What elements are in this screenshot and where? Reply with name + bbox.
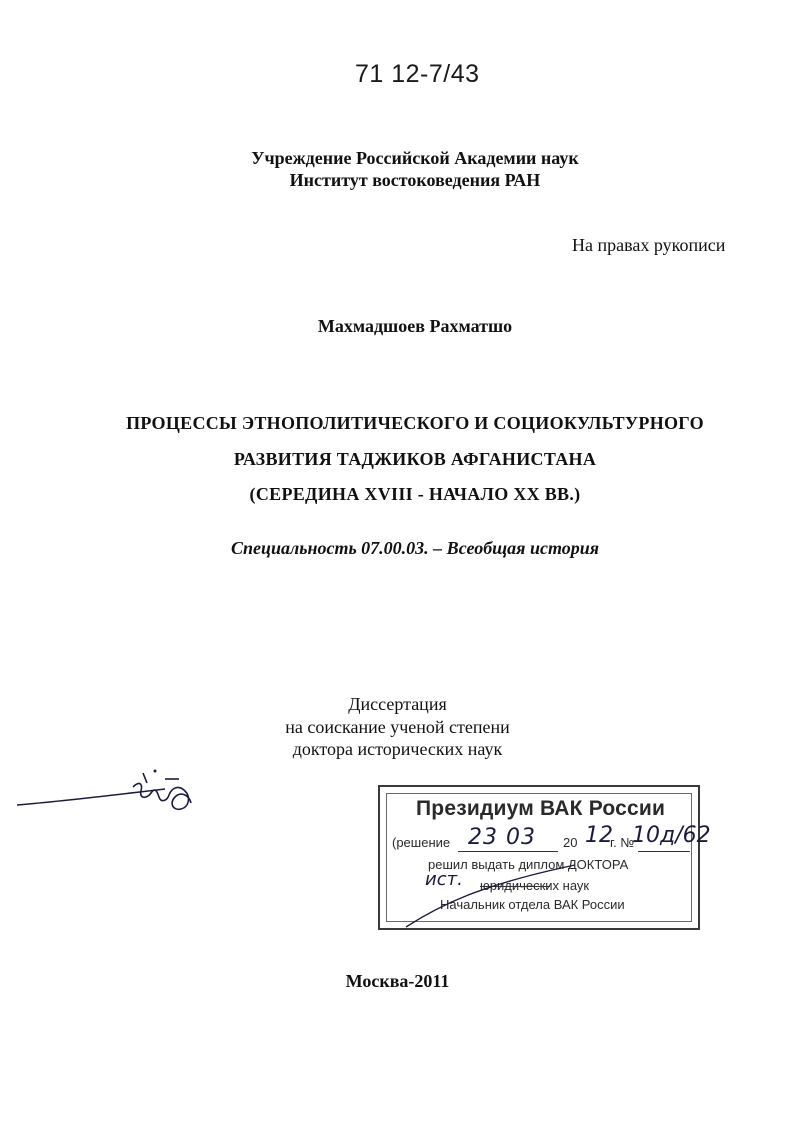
stamp-issue-text: решил выдать диплом ДОКТОРА xyxy=(428,857,629,872)
degree-name: доктора исторических наук xyxy=(292,739,503,759)
stamp-head-text: Начальник отдела ВАК России xyxy=(440,897,625,912)
handwritten-date: 23 03 xyxy=(468,825,536,850)
author-name: Махмадшоев Рахматшо xyxy=(317,316,513,336)
dissertation-label: Диссертация xyxy=(348,694,447,714)
stamp-number-label: г. № xyxy=(610,835,635,850)
stamp-decision-label: (решение xyxy=(392,835,451,850)
handwritten-year: 12 xyxy=(585,823,613,848)
institution-name: Учреждение Российской Академии наук xyxy=(251,148,579,168)
stamp-year-prefix: 20 xyxy=(563,835,578,850)
thesis-title-line-2: РАЗВИТИЯ ТАДЖИКОВ АФГАНИСТАНА xyxy=(233,449,597,469)
city-year: Москва-2011 xyxy=(345,971,450,991)
thesis-title-line-3: (СЕРЕДИНА XVIII - НАЧАЛО XX ВВ.) xyxy=(249,484,581,504)
stamp-science-text: юридических наук xyxy=(480,878,590,893)
thesis-title-line-1: ПРОЦЕССЫ ЭТНОПОЛИТИЧЕСКОГО И СОЦИОКУЛЬТУРНОГО xyxy=(126,413,704,433)
handwritten-number: 10д/62 xyxy=(632,823,711,848)
handwritten-stroke xyxy=(400,855,600,935)
degree-purpose: на соискание ученой степени xyxy=(285,717,510,737)
signature xyxy=(15,765,240,825)
handwritten-science: ист. xyxy=(425,869,463,890)
institute-name: Институт востоковедения РАН xyxy=(289,170,541,190)
stamp-title: Президиум ВАК России xyxy=(416,797,666,820)
archive-code: 71 12-7/43 xyxy=(355,60,480,88)
specialty: Специальность 07.00.03. – Всеобщая история xyxy=(230,538,599,558)
manuscript-rights-note: На правах рукописи xyxy=(572,235,726,255)
